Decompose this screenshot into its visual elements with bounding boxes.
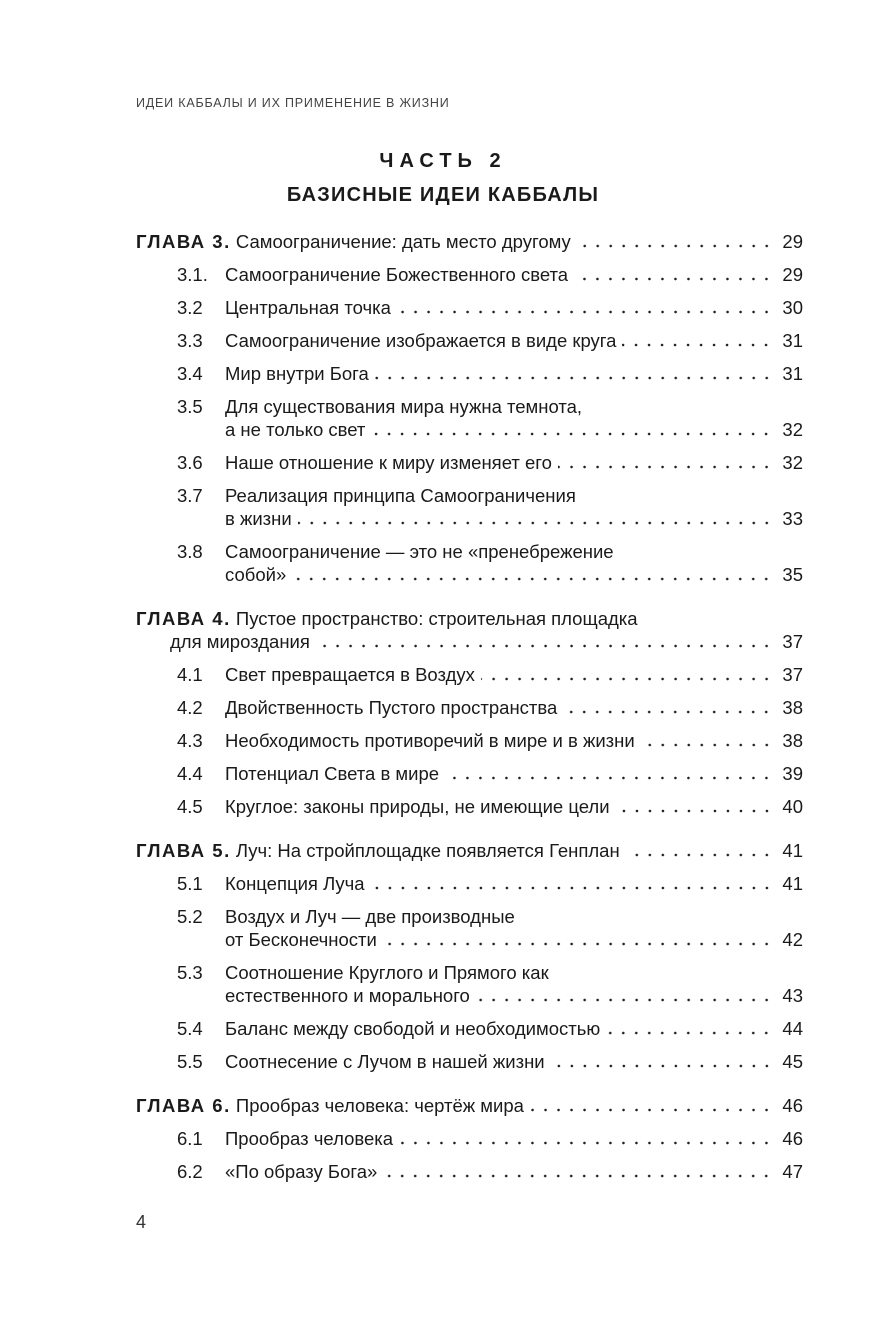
dot-leader [383, 1164, 773, 1178]
page-ref: 45 [782, 1051, 803, 1072]
toc-section-entry[interactable] [136, 1160, 803, 1183]
dot-leader [445, 766, 773, 780]
entry-title: Луч: На стройплощадке появляется Генплан [235, 840, 620, 861]
entry-title: «По образу Бога» [225, 1161, 378, 1182]
toc-line [136, 607, 803, 630]
section-number: 5.1 [177, 873, 203, 894]
chapter-3 [136, 230, 803, 586]
page-ref: 37 [782, 664, 803, 685]
toc-section-entry[interactable] [136, 1050, 803, 1073]
page-ref: 41 [782, 840, 803, 861]
toc-section-entry[interactable] [136, 961, 803, 1007]
section-number: 3.1. [177, 264, 208, 285]
toc-section-entry[interactable] [136, 296, 803, 319]
section-body [225, 905, 803, 951]
section-number: 3.4 [177, 363, 203, 384]
entry-title: Концепция Луча [225, 873, 365, 894]
toc-line [225, 451, 803, 474]
part-label: ЧАСТЬ 2 [379, 150, 507, 172]
section-body [225, 362, 803, 385]
toc-chapter-entry[interactable] [136, 1094, 803, 1117]
toc-section-entry[interactable] [136, 362, 803, 385]
section-body [225, 1127, 803, 1150]
dot-leader [551, 1054, 773, 1068]
entry-title: Самоограничение — это не «пренебрежение [225, 541, 614, 562]
section-body [225, 1160, 803, 1183]
toc-section-entry[interactable] [136, 540, 803, 586]
section-number: 3.5 [177, 396, 203, 417]
dot-leader [371, 422, 773, 436]
section-body [225, 872, 803, 895]
toc-line [225, 663, 803, 686]
entry-title: собой» [225, 564, 287, 585]
section-number: 3.2 [177, 297, 203, 318]
entry-title: в жизни [225, 508, 292, 529]
dot-leader [622, 333, 773, 347]
section-body [225, 296, 803, 319]
toc-line [225, 1017, 803, 1040]
toc-line [136, 839, 803, 862]
toc-chapter-entry[interactable] [136, 839, 803, 862]
toc-line [136, 630, 803, 653]
section-body [225, 329, 803, 352]
page-ref: 42 [782, 929, 803, 950]
toc-line [225, 484, 803, 507]
dot-leader [577, 234, 773, 248]
entry-title: Наше отношение к миру изменяет его [225, 452, 552, 473]
page-ref: 32 [782, 419, 803, 440]
dot-leader [558, 455, 773, 469]
toc-section-entry[interactable] [136, 484, 803, 530]
entry-title: Самоограничение: дать место другому [235, 231, 571, 252]
section-body [225, 395, 803, 441]
page-ref: 47 [782, 1161, 803, 1182]
dot-leader [563, 700, 773, 714]
chapter-label: ГЛАВА 4. [136, 608, 231, 629]
section-body [225, 961, 803, 1007]
section-number: 3.3 [177, 330, 203, 351]
toc-line [225, 263, 803, 286]
entry-title: Прообраз человека: чертёж мира [235, 1095, 524, 1116]
toc-line [225, 872, 803, 895]
chapter-4 [136, 607, 803, 818]
section-number: 4.4 [177, 763, 203, 784]
chapter-label: ГЛАВА 6. [136, 1095, 231, 1116]
section-number: 4.5 [177, 796, 203, 817]
section-body [225, 1017, 803, 1040]
section-body [225, 795, 803, 818]
section-number: 6.2 [177, 1161, 203, 1182]
entry-title: Потенциал Света в мире [225, 763, 440, 784]
entry-title: от Бесконечности [225, 929, 377, 950]
dot-leader [399, 1131, 773, 1145]
entry-title: а не только свет [225, 419, 366, 440]
part-title: БАЗИСНЫЕ ИДЕИ КАББАЛЫ [286, 184, 600, 206]
dot-leader [298, 511, 773, 525]
toc-section-entry[interactable] [136, 762, 803, 785]
toc-section-entry[interactable] [136, 329, 803, 352]
chapter-label: ГЛАВА 5. [136, 840, 231, 861]
section-number: 5.5 [177, 1051, 203, 1072]
toc-line [225, 928, 803, 951]
dot-leader [530, 1098, 773, 1112]
section-number: 3.7 [177, 485, 203, 506]
toc-section-entry[interactable] [136, 1017, 803, 1040]
section-number: 5.3 [177, 962, 203, 983]
page-ref: 33 [782, 508, 803, 529]
toc-line [225, 984, 803, 1007]
toc-line [136, 1094, 803, 1117]
page-ref: 44 [782, 1018, 803, 1039]
running-header: ИДЕИ КАББАЛЫ И ИХ ПРИМЕНЕНИЕ В ЖИЗНИ [136, 96, 450, 110]
page-ref: 38 [782, 730, 803, 751]
section-body [225, 540, 803, 586]
entry-title: Воздух и Луч — две производные [225, 906, 515, 927]
entry-title: Соотнесение с Лучом в нашей жизни [225, 1051, 545, 1072]
page-ref: 38 [782, 697, 803, 718]
toc-section-entry[interactable] [136, 905, 803, 951]
entry-title: Соотношение Круглого и Прямого как [225, 962, 549, 983]
toc-line [225, 563, 803, 586]
section-number: 6.1 [177, 1128, 203, 1149]
page-ref: 35 [782, 564, 803, 585]
toc-chapter-entry[interactable] [136, 607, 803, 653]
dot-leader [574, 267, 773, 281]
dot-leader [606, 1021, 773, 1035]
chapter-5 [136, 839, 803, 1073]
dot-leader [316, 634, 773, 648]
entry-title: естественного и морального [225, 985, 470, 1006]
toc-line [225, 507, 803, 530]
page-ref: 39 [782, 763, 803, 784]
toc-line [225, 729, 803, 752]
toc-section-entry[interactable] [136, 872, 803, 895]
entry-title: Самоограничение Божественного света [225, 264, 569, 285]
entry-title: Баланс между свободой и необходимостью [225, 1018, 601, 1039]
toc-line [225, 696, 803, 719]
toc-chapter-entry[interactable] [136, 230, 803, 253]
dot-leader [476, 988, 773, 1002]
toc-line [225, 1050, 803, 1073]
section-number: 4.1 [177, 664, 203, 685]
entry-title: Пустое пространство: строительная площадка [235, 608, 638, 629]
toc-section-entry[interactable] [136, 663, 803, 686]
toc-line [225, 762, 803, 785]
toc-line [225, 418, 803, 441]
toc-line [225, 1127, 803, 1150]
entry-title: Самоограничение изображается в виде круга [225, 330, 617, 351]
page-ref: 40 [782, 796, 803, 817]
toc-section-entry[interactable] [136, 263, 803, 286]
page-ref: 31 [782, 330, 803, 351]
toc-line [225, 362, 803, 385]
toc-section-entry[interactable] [136, 395, 803, 441]
entry-title: Необходимость противоречий в мире и в жизни [225, 730, 635, 751]
toc-line [225, 961, 803, 984]
entry-title: Двойственность Пустого пространства [225, 697, 558, 718]
toc-line [225, 540, 803, 563]
dot-leader [626, 843, 773, 857]
section-number: 5.2 [177, 906, 203, 927]
entry-title: для мироздания [170, 631, 310, 652]
section-body [225, 696, 803, 719]
entry-title: Для существования мира нужна темнота, [225, 396, 583, 417]
section-number: 5.4 [177, 1018, 203, 1039]
toc-section-entry[interactable] [136, 451, 803, 474]
toc-line [225, 329, 803, 352]
entry-title: Прообраз человека [225, 1128, 394, 1149]
page-ref: 29 [782, 231, 803, 252]
page-ref: 41 [782, 873, 803, 894]
toc-line [225, 795, 803, 818]
dot-leader [383, 932, 773, 946]
page-ref: 46 [782, 1128, 803, 1149]
page-ref: 37 [782, 631, 803, 652]
section-number: 4.3 [177, 730, 203, 751]
toc-section-entry[interactable] [136, 729, 803, 752]
section-number: 4.2 [177, 697, 203, 718]
toc-line [225, 296, 803, 319]
page-ref: 30 [782, 297, 803, 318]
entry-title: Мир внутри Бога [225, 363, 369, 384]
chapter-6 [136, 1094, 803, 1183]
entry-title: Реализация принципа Самоограничения [225, 485, 576, 506]
page-ref: 46 [782, 1095, 803, 1116]
section-body [225, 729, 803, 752]
toc-section-entry[interactable] [136, 696, 803, 719]
page-ref: 32 [782, 452, 803, 473]
chapter-label-wrap [136, 607, 236, 630]
dot-leader [641, 733, 773, 747]
dot-leader [371, 876, 773, 890]
toc-line [225, 1160, 803, 1183]
section-number: 3.8 [177, 541, 203, 562]
chapter-label: ГЛАВА 3. [136, 231, 231, 252]
page-number: 4 [136, 1212, 147, 1232]
toc-section-entry[interactable] [136, 1127, 803, 1150]
dot-leader [292, 567, 773, 581]
section-body [225, 663, 803, 686]
section-body [225, 263, 803, 286]
table-of-contents [136, 230, 803, 1193]
page-ref: 43 [782, 985, 803, 1006]
section-number: 3.6 [177, 452, 203, 473]
toc-line [225, 905, 803, 928]
chapter-label-wrap [136, 839, 236, 862]
section-body [225, 1050, 803, 1073]
page-ref: 31 [782, 363, 803, 384]
dot-leader [397, 300, 773, 314]
section-body [225, 484, 803, 530]
entry-title: Центральная точка [225, 297, 391, 318]
section-body [225, 762, 803, 785]
dot-leader [616, 799, 773, 813]
toc-line [136, 230, 803, 253]
toc-section-entry[interactable] [136, 795, 803, 818]
chapter-label-wrap [136, 230, 236, 253]
entry-title: Круглое: законы природы, не имеющие цели [225, 796, 610, 817]
page-ref: 29 [782, 264, 803, 285]
dot-leader [375, 366, 773, 380]
chapter-label-wrap [136, 1094, 236, 1117]
toc-line [225, 395, 803, 418]
section-body [225, 451, 803, 474]
entry-title: Свет превращается в Воздух [225, 664, 475, 685]
dot-leader [481, 667, 773, 681]
